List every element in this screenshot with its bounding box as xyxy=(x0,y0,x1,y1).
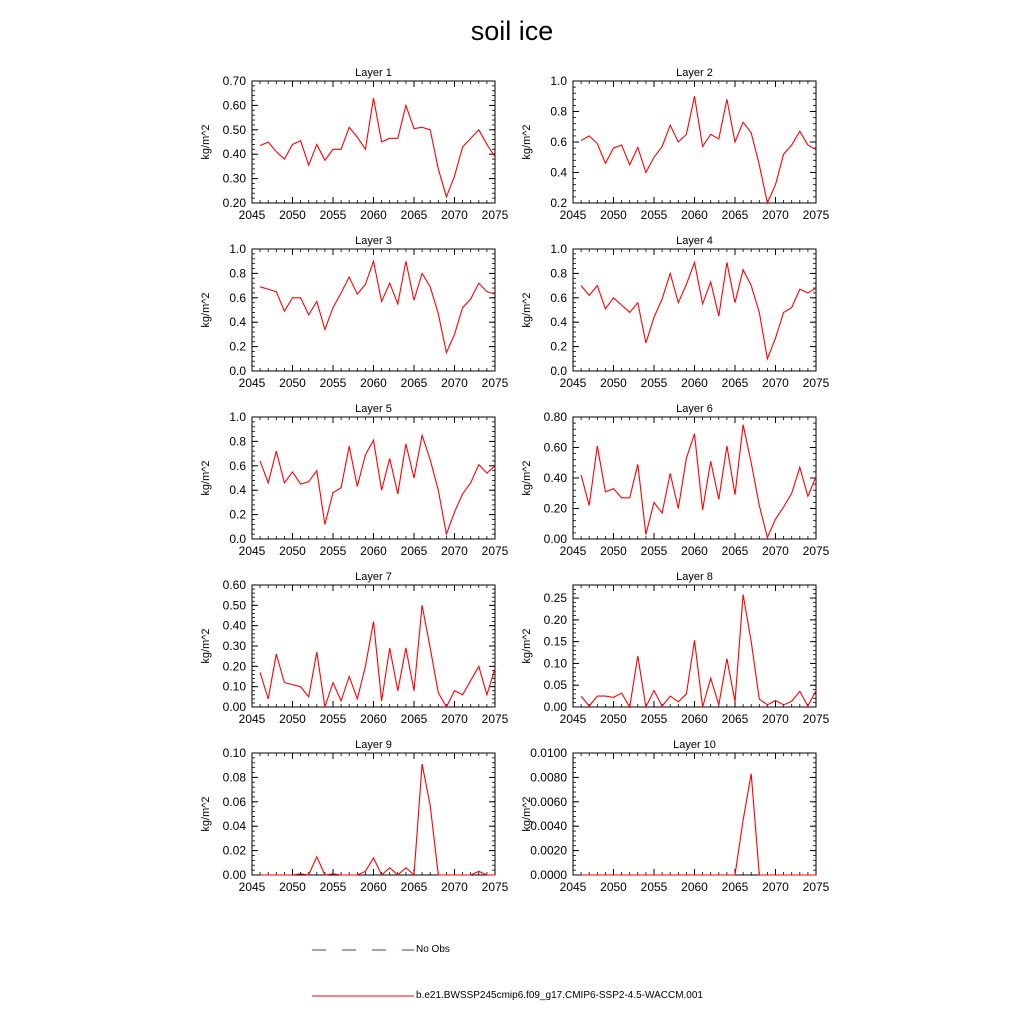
x-tick-label: 2075 xyxy=(481,208,509,222)
y-axis-label: kg/m^2 xyxy=(200,124,212,160)
y-tick-label: 0.4 xyxy=(550,165,567,180)
panel-layer-10 xyxy=(521,739,830,894)
x-tick-label: 2045 xyxy=(559,880,587,894)
y-axis-label: kg/m^2 xyxy=(200,796,212,832)
panel-title: Layer 10 xyxy=(673,739,716,751)
y-tick-label: 0.25 xyxy=(543,591,567,606)
x-tick-label: 2070 xyxy=(441,712,468,726)
y-tick-label: 1.0 xyxy=(229,242,246,256)
legend-label-no-obs: No Obs xyxy=(416,944,450,955)
x-tick-label: 2065 xyxy=(400,880,428,894)
y-tick-label: 0.60 xyxy=(222,98,246,113)
y-tick-label: 0.20 xyxy=(543,612,567,627)
x-tick-label: 2065 xyxy=(721,208,749,222)
x-tick-label: 2050 xyxy=(279,712,306,726)
plot-frame xyxy=(573,753,816,875)
x-tick-label: 2050 xyxy=(279,376,306,390)
x-tick-label: 2075 xyxy=(802,376,830,390)
y-tick-label: 0.20 xyxy=(543,501,567,516)
x-tick-label: 2045 xyxy=(559,208,587,222)
y-tick-label: 1.0 xyxy=(550,74,567,88)
x-tick-label: 2065 xyxy=(721,376,749,390)
x-tick-label: 2045 xyxy=(238,712,266,726)
plot-frame xyxy=(573,249,816,371)
x-tick-label: 2050 xyxy=(600,880,627,894)
y-tick-label: 0.50 xyxy=(222,122,246,137)
y-tick-label: 0.00 xyxy=(543,700,567,714)
panel-layer-6 xyxy=(521,403,830,558)
panel-layer-3 xyxy=(200,235,509,390)
x-tick-label: 2055 xyxy=(319,880,347,894)
x-tick-label: 2070 xyxy=(762,208,789,222)
x-tick-label: 2075 xyxy=(802,880,830,894)
y-axis-label: kg/m^2 xyxy=(521,292,533,328)
plot-frame xyxy=(252,585,495,707)
x-tick-label: 2045 xyxy=(238,544,266,558)
x-tick-label: 2060 xyxy=(681,544,708,558)
y-tick-label: 0.30 xyxy=(222,171,246,186)
panel-layer-5 xyxy=(200,403,509,558)
y-axis-label: kg/m^2 xyxy=(521,460,533,496)
y-tick-label: 0.00 xyxy=(222,700,246,714)
x-tick-label: 2075 xyxy=(802,208,830,222)
panel-title: Layer 8 xyxy=(676,571,713,583)
panel-title: Layer 3 xyxy=(355,235,392,247)
x-tick-label: 2065 xyxy=(721,712,749,726)
y-tick-label: 0.6 xyxy=(550,135,567,149)
y-tick-label: 0.40 xyxy=(222,618,246,633)
x-tick-label: 2055 xyxy=(640,376,668,390)
y-tick-label: 0.0020 xyxy=(530,843,567,858)
y-tick-label: 0.60 xyxy=(543,440,567,455)
x-tick-label: 2050 xyxy=(279,208,306,222)
x-tick-label: 2070 xyxy=(441,544,468,558)
y-tick-label: 0.8 xyxy=(550,104,567,119)
x-tick-label: 2055 xyxy=(640,544,668,558)
x-tick-label: 2075 xyxy=(802,712,830,726)
y-tick-label: 0.30 xyxy=(222,639,246,653)
x-tick-label: 2075 xyxy=(481,712,509,726)
series-line xyxy=(581,96,816,203)
y-tick-label: 0.80 xyxy=(543,410,567,424)
y-tick-label: 0.10 xyxy=(543,656,567,671)
series-line xyxy=(581,425,816,538)
y-tick-label: 0.15 xyxy=(543,634,567,649)
series-line xyxy=(260,261,495,353)
y-tick-label: 0.00 xyxy=(222,868,246,882)
y-axis-label: kg/m^2 xyxy=(521,796,533,832)
y-tick-label: 0.0100 xyxy=(530,746,567,760)
x-tick-label: 2060 xyxy=(360,544,387,558)
y-tick-label: 0.4 xyxy=(229,483,246,498)
x-tick-label: 2070 xyxy=(441,880,468,894)
x-tick-label: 2065 xyxy=(400,208,428,222)
y-tick-label: 0.0 xyxy=(550,364,567,378)
x-tick-label: 2075 xyxy=(481,376,509,390)
x-tick-label: 2060 xyxy=(681,376,708,390)
y-tick-label: 1.0 xyxy=(229,410,246,424)
y-tick-label: 0.05 xyxy=(543,678,567,693)
y-tick-label: 0.0080 xyxy=(530,770,567,785)
x-tick-label: 2060 xyxy=(681,208,708,222)
y-tick-label: 0.40 xyxy=(543,471,567,485)
series-line xyxy=(260,435,495,534)
y-tick-label: 0.2 xyxy=(550,196,567,210)
panel-title: Layer 6 xyxy=(676,403,713,415)
y-tick-label: 0.2 xyxy=(550,339,567,354)
legend-label-model-run: b.e21.BWSSP245cmip6.f09_g17.CMIP6-SSP2-4.5-WACCM.001 xyxy=(416,990,703,1001)
panel-layer-4 xyxy=(521,235,830,390)
series-line xyxy=(581,774,816,875)
x-tick-label: 2045 xyxy=(559,712,587,726)
x-tick-label: 2045 xyxy=(238,376,266,390)
figure-title: soil ice xyxy=(470,16,554,46)
y-tick-label: 0.0 xyxy=(229,364,246,378)
x-tick-label: 2065 xyxy=(721,544,749,558)
y-tick-label: 0.08 xyxy=(222,770,246,785)
x-tick-label: 2060 xyxy=(360,208,387,222)
y-tick-label: 0.50 xyxy=(222,598,246,613)
x-tick-label: 2050 xyxy=(279,880,306,894)
x-tick-label: 2045 xyxy=(238,880,266,894)
y-tick-label: 0.6 xyxy=(229,458,246,473)
plot-frame xyxy=(573,585,816,707)
x-tick-label: 2055 xyxy=(319,712,347,726)
y-tick-label: 0.8 xyxy=(229,266,246,281)
x-tick-label: 2050 xyxy=(600,208,627,222)
y-tick-label: 0.8 xyxy=(550,266,567,281)
x-tick-label: 2055 xyxy=(640,712,668,726)
y-axis-label: kg/m^2 xyxy=(200,292,212,328)
x-tick-label: 2070 xyxy=(441,376,468,390)
y-tick-label: 0.2 xyxy=(229,507,246,522)
series-line xyxy=(581,262,816,358)
x-tick-label: 2050 xyxy=(279,544,306,558)
plot-frame xyxy=(252,753,495,875)
x-tick-label: 2055 xyxy=(319,544,347,558)
y-tick-label: 0.70 xyxy=(222,74,246,88)
x-tick-label: 2055 xyxy=(640,208,668,222)
x-tick-label: 2060 xyxy=(360,880,387,894)
series-line xyxy=(260,605,495,707)
y-axis-label: kg/m^2 xyxy=(521,628,533,664)
x-tick-label: 2070 xyxy=(762,712,789,726)
y-axis-label: kg/m^2 xyxy=(521,124,533,160)
x-tick-label: 2075 xyxy=(481,544,509,558)
panel-layer-9 xyxy=(200,739,509,894)
x-tick-label: 2065 xyxy=(400,712,428,726)
y-tick-label: 0.00 xyxy=(543,532,567,546)
panel-title: Layer 5 xyxy=(355,403,392,415)
panel-layer-1 xyxy=(200,67,509,222)
y-tick-label: 1.0 xyxy=(550,242,567,256)
x-tick-label: 2070 xyxy=(441,208,468,222)
x-tick-label: 2065 xyxy=(400,376,428,390)
x-tick-label: 2045 xyxy=(559,376,587,390)
x-tick-label: 2045 xyxy=(559,544,587,558)
y-tick-label: 0.0 xyxy=(229,532,246,546)
series-line xyxy=(260,764,495,875)
x-tick-label: 2075 xyxy=(802,544,830,558)
x-tick-label: 2055 xyxy=(640,880,668,894)
y-tick-label: 0.10 xyxy=(222,679,246,694)
y-axis-label: kg/m^2 xyxy=(200,460,212,496)
x-tick-label: 2070 xyxy=(762,880,789,894)
y-axis-label: kg/m^2 xyxy=(200,628,212,664)
y-tick-label: 0.4 xyxy=(229,315,246,330)
x-tick-label: 2060 xyxy=(681,880,708,894)
series-line xyxy=(581,595,816,707)
x-tick-label: 2065 xyxy=(400,544,428,558)
y-tick-label: 0.02 xyxy=(222,843,246,858)
y-tick-label: 0.60 xyxy=(222,578,246,592)
x-tick-label: 2060 xyxy=(681,712,708,726)
panel-title: Layer 9 xyxy=(355,739,392,751)
y-tick-label: 0.2 xyxy=(229,339,246,354)
x-tick-label: 2060 xyxy=(360,712,387,726)
y-tick-label: 0.04 xyxy=(222,819,246,834)
x-tick-label: 2050 xyxy=(600,544,627,558)
y-tick-label: 0.0040 xyxy=(530,819,567,834)
panel-layer-2 xyxy=(521,67,830,222)
y-tick-label: 0.0000 xyxy=(530,868,567,882)
x-tick-label: 2045 xyxy=(238,208,266,222)
y-tick-label: 0.0060 xyxy=(530,794,567,809)
x-tick-label: 2070 xyxy=(762,544,789,558)
panel-title: Layer 1 xyxy=(355,67,392,79)
x-tick-label: 2060 xyxy=(360,376,387,390)
x-tick-label: 2055 xyxy=(319,376,347,390)
panel-title: Layer 4 xyxy=(676,235,713,247)
x-tick-label: 2050 xyxy=(600,376,627,390)
y-tick-label: 0.06 xyxy=(222,794,246,809)
panel-title: Layer 7 xyxy=(355,571,392,583)
x-tick-label: 2075 xyxy=(481,880,509,894)
y-tick-label: 0.10 xyxy=(222,746,246,760)
x-tick-label: 2070 xyxy=(762,376,789,390)
panel-title: Layer 2 xyxy=(676,67,713,79)
y-tick-label: 0.6 xyxy=(550,290,567,305)
panel-layer-7 xyxy=(200,571,509,726)
y-tick-label: 0.20 xyxy=(222,196,246,210)
x-tick-label: 2055 xyxy=(319,208,347,222)
series-line xyxy=(260,98,495,197)
x-tick-label: 2065 xyxy=(721,880,749,894)
y-tick-label: 0.4 xyxy=(550,315,567,330)
y-tick-label: 0.6 xyxy=(229,290,246,305)
y-tick-label: 0.20 xyxy=(222,659,246,674)
y-tick-label: 0.8 xyxy=(229,434,246,449)
plot-frame xyxy=(252,249,495,371)
panel-layer-8 xyxy=(521,571,830,726)
y-tick-label: 0.40 xyxy=(222,147,246,162)
x-tick-label: 2050 xyxy=(600,712,627,726)
